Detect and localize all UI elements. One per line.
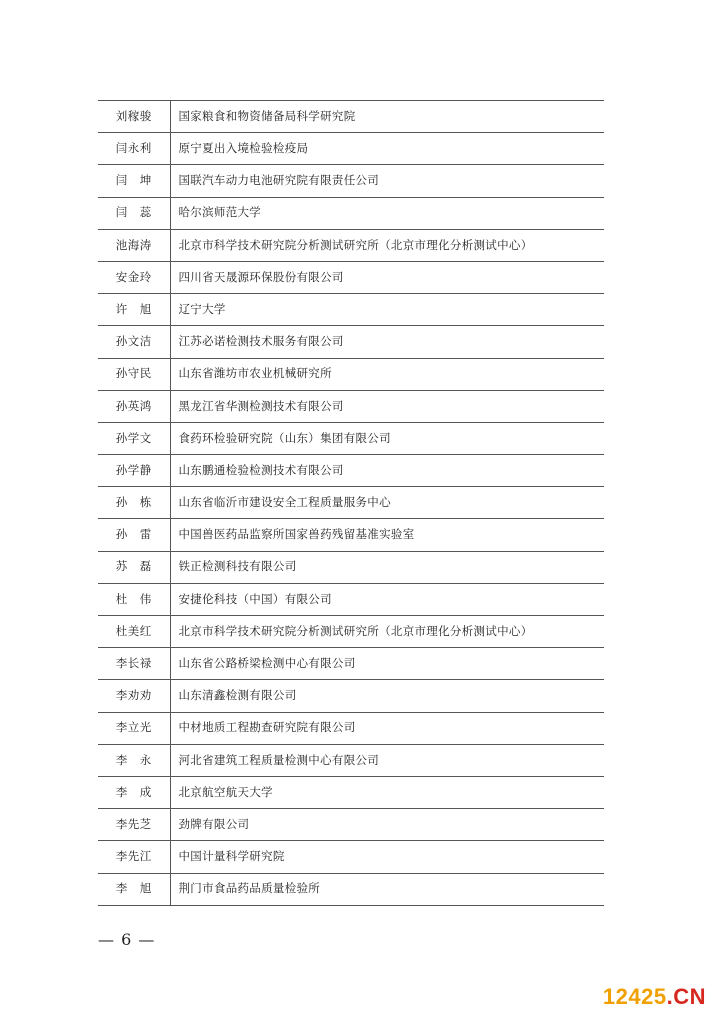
table-row (98, 616, 604, 648)
table-row (98, 101, 604, 133)
member-organization-cell: 辽宁大学 (170, 294, 604, 326)
member-organization-cell: 北京市科学技术研究院分析测试研究所（北京市理化分析测试中心） (170, 229, 604, 261)
member-organization-cell: 劲牌有限公司 (170, 809, 604, 841)
member-organization-cell: 江苏必诺检测技术服务有限公司 (170, 326, 604, 358)
member-name-cell: 孙守民 (98, 358, 170, 390)
member-name-cell: 李长禄 (98, 648, 170, 680)
member-name-cell: 李先芝 (98, 809, 170, 841)
member-organization-cell: 原宁夏出入境检验检疫局 (170, 133, 604, 165)
member-organization-cell: 河北省建筑工程质量检测中心有限公司 (170, 744, 604, 776)
member-organization-cell: 安捷伦科技（中国）有限公司 (170, 583, 604, 615)
member-name-cell: 闫 坤 (98, 165, 170, 197)
member-organization-cell: 山东省潍坊市农业机械研究所 (170, 358, 604, 390)
member-name-cell: 孙 栋 (98, 487, 170, 519)
table-row (98, 197, 604, 229)
member-name-cell: 李立光 (98, 712, 170, 744)
member-organization-cell: 山东清鑫检测有限公司 (170, 680, 604, 712)
member-organization-cell: 铁正检测科技有限公司 (170, 551, 604, 583)
site-watermark-logo (603, 984, 706, 1010)
table-row (98, 133, 604, 165)
member-name-cell: 安金玲 (98, 261, 170, 293)
member-organization-cell: 中国兽医药品监察所国家兽药残留基准实验室 (170, 519, 604, 551)
member-name-cell: 孙学静 (98, 455, 170, 487)
watermark-suffix: CN (673, 984, 706, 1009)
table-row (98, 358, 604, 390)
table-row (98, 487, 604, 519)
member-organization-cell: 四川省天晟源环保股份有限公司 (170, 261, 604, 293)
table-row (98, 390, 604, 422)
member-organization-cell: 哈尔滨师范大学 (170, 197, 604, 229)
member-name-cell: 许 旭 (98, 294, 170, 326)
member-organization-cell: 山东省公路桥梁检测中心有限公司 (170, 648, 604, 680)
member-roster-table (98, 100, 604, 906)
watermark-dot: . (666, 984, 674, 1009)
member-organization-cell: 中材地质工程勘查研究院有限公司 (170, 712, 604, 744)
table-row (98, 326, 604, 358)
table-row (98, 648, 604, 680)
table-row (98, 776, 604, 808)
table-row (98, 712, 604, 744)
table-row (98, 294, 604, 326)
watermark-number: 12425 (602, 984, 667, 1009)
table-row (98, 680, 604, 712)
member-organization-cell: 中国计量科学研究院 (170, 841, 604, 873)
member-name-cell: 闫 蕊 (98, 197, 170, 229)
table-row (98, 422, 604, 454)
member-name-cell: 孙文洁 (98, 326, 170, 358)
member-name-cell: 闫永利 (98, 133, 170, 165)
table-row (98, 551, 604, 583)
member-name-cell: 孙英鸿 (98, 390, 170, 422)
table-row (98, 583, 604, 615)
table-row (98, 519, 604, 551)
table-row (98, 809, 604, 841)
member-name-cell: 李 旭 (98, 873, 170, 905)
member-name-cell: 李先江 (98, 841, 170, 873)
member-name-cell: 刘稼骏 (98, 101, 170, 133)
member-name-cell: 苏 磊 (98, 551, 170, 583)
page-number: — 6 — (98, 930, 156, 949)
member-organization-cell: 北京航空航天大学 (170, 776, 604, 808)
member-organization-cell: 食药环检验研究院（山东）集团有限公司 (170, 422, 604, 454)
member-organization-cell: 国家粮食和物资储备局科学研究院 (170, 101, 604, 133)
table-row (98, 261, 604, 293)
member-organization-cell: 山东鹏通检验检测技术有限公司 (170, 455, 604, 487)
member-organization-cell: 国联汽车动力电池研究院有限责任公司 (170, 165, 604, 197)
member-organization-cell: 黑龙江省华测检测技术有限公司 (170, 390, 604, 422)
member-organization-cell: 荆门市食品药品质量检验所 (170, 873, 604, 905)
member-organization-cell: 山东省临沂市建设安全工程质量服务中心 (170, 487, 604, 519)
table-row (98, 165, 604, 197)
table-row (98, 873, 604, 905)
table-row (98, 841, 604, 873)
member-name-cell: 李 永 (98, 744, 170, 776)
member-name-cell: 李劝劝 (98, 680, 170, 712)
member-organization-cell: 北京市科学技术研究院分析测试研究所（北京市理化分析测试中心） (170, 616, 604, 648)
member-name-cell: 孙 雷 (98, 519, 170, 551)
table-row (98, 455, 604, 487)
member-name-cell: 杜 伟 (98, 583, 170, 615)
member-name-cell: 杜美红 (98, 616, 170, 648)
member-name-cell: 孙学文 (98, 422, 170, 454)
table-row (98, 744, 604, 776)
table-row (98, 229, 604, 261)
member-name-cell: 池海涛 (98, 229, 170, 261)
roster-body (98, 101, 604, 906)
member-name-cell: 李 成 (98, 776, 170, 808)
